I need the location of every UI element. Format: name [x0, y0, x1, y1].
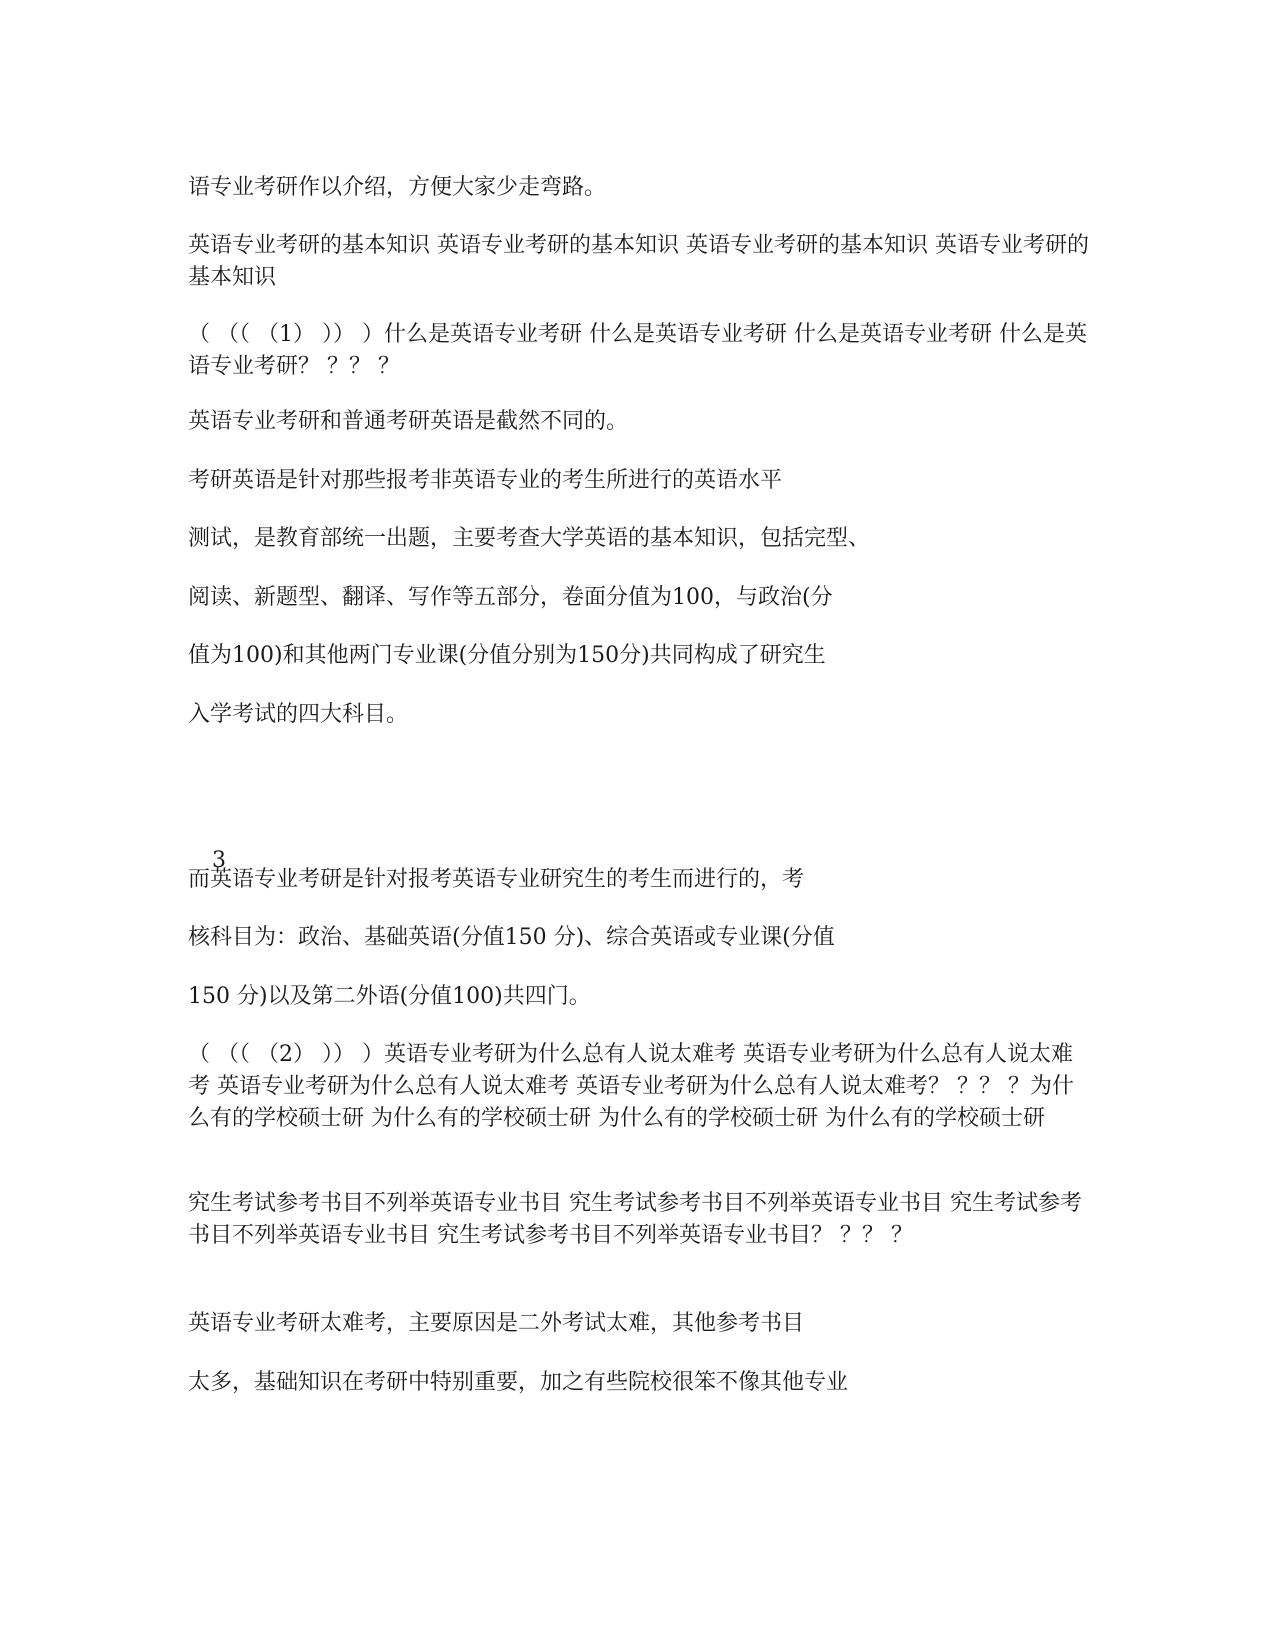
- paragraph-line: 考研英语是针对那些报考非英语专业的考生所进行的英语水平: [188, 468, 783, 493]
- paragraph-line: 而英语专业考研是针对报考英语专业研究生的考生而进行的，考: [188, 867, 805, 892]
- paragraph-line: 值为100)和其他两门专业课(分值分别为150分)共同构成了研究生: [188, 643, 826, 668]
- heading-basic-knowledge: 英语专业考研的基本知识 英语专业考研的基本知识 英语专业考研的基本知识 英语专业考研的基本知识: [188, 233, 1089, 290]
- paragraph-line: 太多，基础知识在考研中特别重要，加之有些院校很笨不像其他专业: [188, 1370, 849, 1395]
- heading-question-2: （ （（ （2） ）） ）英语专业考研为什么总有人说太难考 英语专业考研为什么总有人说太难考 英语专业考研为什么总有人说太难考 英语专业考研为什么总有人说太难考？ ？？ ？为什么有的学校硕士研 为什么有的学校硕士研 为什么有的学校硕士研 为什么有的学校硕士研: [188, 1042, 1074, 1131]
- page-number: 3: [212, 848, 226, 873]
- paragraph-line: 入学考试的四大科目。: [188, 702, 409, 727]
- heading-question-2-continued: 究生考试参考书目不列举英语专业书目 究生考试参考书目不列举英语专业书目 究生考试参考书目不列举英语专业书目 究生考试参考书目不列举英语专业书目？ ？？ ？: [188, 1191, 1082, 1248]
- paragraph-line: 英语专业考研太难考，主要原因是二外考试太难，其他参考书目: [188, 1311, 805, 1336]
- heading-question-1: （ （（ （1） ）） ）什么是英语专业考研 什么是英语专业考研 什么是英语专业考研 什么是英语专业考研？ ？？ ？: [188, 322, 1087, 379]
- paragraph-line: 阅读、新题型、翻译、写作等五部分，卷面分值为100，与政治(分: [188, 585, 833, 610]
- paragraph-intro-end: 语专业考研作以介绍，方便大家少走弯路。: [188, 175, 607, 200]
- paragraph-difference: 英语专业考研和普通考研英语是截然不同的。: [188, 409, 629, 434]
- paragraph-line: 150 分)以及第二外语(分值100)共四门。: [188, 984, 591, 1009]
- paragraph-line: 测试，是教育部统一出题，主要考查大学英语的基本知识，包括完型、: [188, 526, 871, 551]
- paragraph-line: 核科目为：政治、基础英语(分值150 分)、综合英语或专业课(分值: [188, 925, 835, 950]
